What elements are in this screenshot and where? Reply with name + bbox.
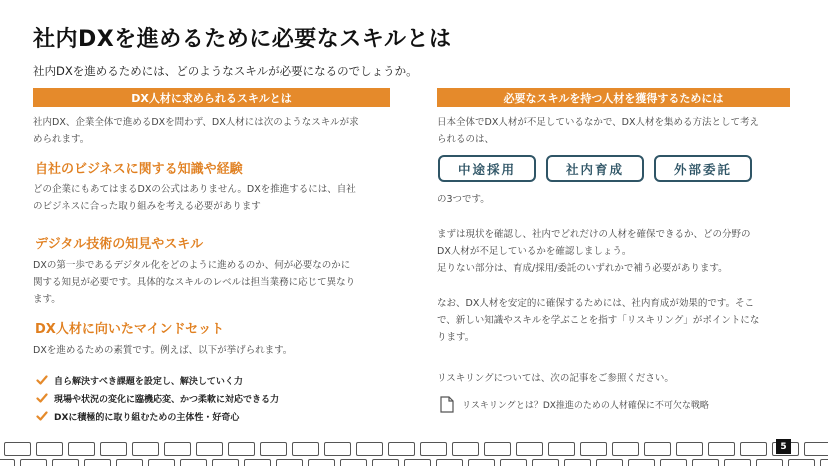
right-intro-line: 日本全体でDX人材が不足しているなかで、DX人材を集める方法として考え: [437, 117, 759, 128]
text-line: ます。: [33, 294, 61, 305]
footer-cell: [660, 459, 687, 466]
footer-cell: [404, 459, 431, 466]
checklist-item: [36, 407, 279, 425]
business-knowledge-text: [33, 181, 356, 215]
after-buttons-text: の3つです。: [437, 194, 490, 205]
footer-cell: [820, 459, 828, 466]
footer-cell: [276, 459, 303, 466]
footer-cell: [644, 442, 671, 456]
internal-training-button[interactable]: 社内育成: [546, 155, 644, 182]
footer-cell: [116, 459, 143, 466]
footer-cell: [180, 459, 207, 466]
footer-cell: [372, 459, 399, 466]
footer-cell: [756, 459, 783, 466]
checklist-item-label: DXに積極的に取り組むための主体性・好奇心: [54, 412, 240, 423]
footer-cell: [260, 442, 287, 456]
footer-cell: [100, 442, 127, 456]
right-section-bar: 必要なスキルを持つ人材を獲得するためには: [437, 88, 790, 107]
footer-cell: [0, 459, 15, 466]
checklist-item: [36, 389, 279, 407]
page-title: 社内DXを進めるために必要なスキルとは: [33, 27, 452, 52]
checklist-item-label: 自ら解決すべき課題を設定し、解決していく力: [54, 376, 243, 387]
right-intro-line: られるのは、: [437, 134, 495, 145]
footer-cell: [676, 442, 703, 456]
footer-cell: [340, 459, 367, 466]
checkmark-icon: [36, 410, 48, 422]
heading-mindset: DX人材に向いたマインドセット: [35, 322, 225, 337]
left-intro-line: められます。: [33, 134, 90, 145]
right-intro: [437, 114, 759, 148]
article-link[interactable]: [440, 396, 709, 413]
footer-cell: [788, 459, 815, 466]
footer-cell: [532, 459, 559, 466]
right-para3: リスキリングについては、次の記事をご参照ください。: [437, 373, 674, 384]
heading-digital-skills: デジタル技術の知見やスキル: [35, 237, 204, 252]
footer-cell: [68, 442, 95, 456]
text-line: なお、DX人材を安定的に確保するためには、社内育成が効果的です。そこ: [437, 298, 755, 309]
footer-cell: [708, 442, 735, 456]
footer-cell: [356, 442, 383, 456]
footer-cell: [36, 442, 63, 456]
article-link-text[interactable]: リスキリングとは？DX推進のための人材確保に不可欠な戦略: [462, 401, 709, 411]
text-line: どの企業にもあてはまるDXの公式はありません。DXを推進するには、自社: [33, 184, 356, 195]
footer-cell: [452, 442, 479, 456]
footer-cell: [132, 442, 159, 456]
text-line: 関する知見が必要です。具体的なスキルのレベルは担当業務に応じて異なり: [33, 277, 356, 288]
footer-cell: [740, 442, 767, 456]
outsourcing-button[interactable]: 外部委託: [654, 155, 752, 182]
footer-cell: [580, 442, 607, 456]
mid-career-hiring-button[interactable]: 中途採用: [438, 155, 536, 182]
footer-cell: [516, 442, 543, 456]
footer-cell: [324, 442, 351, 456]
footer-cell: [612, 442, 639, 456]
text-line: のビジネスに合った取り組みを考える必要があります: [33, 201, 261, 212]
page-subtitle: 社内DXを進めるためには、どのようなスキルが必要になるのでしょうか。: [33, 64, 418, 78]
text-line: まずは現状を確認し、社内でどれだけの人材を確保できるか、どの分野の: [437, 229, 751, 240]
footer-cell: [4, 442, 31, 456]
text-line: DXを進めるための素質です。例えば、以下が挙げられます。: [33, 345, 293, 356]
digital-skills-text: [33, 257, 355, 308]
text-line: 足りない部分は、育成/採用/委託のいずれかで補う必要があります。: [437, 263, 728, 274]
footer-cell: [388, 442, 415, 456]
footer-cell: [436, 459, 463, 466]
document-icon: [440, 396, 454, 413]
footer-cell: [228, 442, 255, 456]
checkmark-icon: [36, 392, 48, 404]
footer-cell: [548, 442, 575, 456]
footer-cell: [164, 442, 191, 456]
mindset-text: [33, 342, 292, 359]
footer-decoration: [0, 440, 828, 466]
footer-cell: [628, 459, 655, 466]
footer-cell: [484, 442, 511, 456]
footer-cell: [564, 459, 591, 466]
text-line: で、新しい知識やスキルを学ぶことを指す「リスキリング」がポイントにな: [437, 315, 760, 326]
mindset-checklist: [36, 371, 279, 425]
footer-cell: [468, 459, 495, 466]
right-para1: [437, 226, 751, 277]
footer-cell: [500, 459, 527, 466]
footer-cell: [20, 459, 47, 466]
left-intro-line: 社内DX、企業全体で進めるDXを問わず、DX人材には次のようなスキルが求: [33, 117, 359, 128]
footer-cell: [308, 459, 335, 466]
footer-cell: [84, 459, 111, 466]
checklist-item-label: 現場や状況の変化に臨機応変、かつ柔軟に対応できる力: [54, 394, 280, 405]
text-line: ります。: [437, 332, 475, 343]
text-line: DX人材が不足しているかを確認しましょう。: [437, 246, 632, 257]
footer-cell: [52, 459, 79, 466]
footer-cell: [692, 459, 719, 466]
footer-cell: [596, 459, 623, 466]
text-line: DXの第一歩であるデジタル化をどのように進めるのか、何が必要なのかに: [33, 260, 351, 271]
footer-cell: [148, 459, 175, 466]
acquisition-methods: [438, 155, 752, 182]
checklist-item: [36, 371, 279, 389]
footer-cell: [292, 442, 319, 456]
heading-business-knowledge: 自社のビジネスに関する知識や経験: [35, 162, 243, 177]
checkmark-icon: [36, 374, 48, 386]
footer-cell: [724, 459, 751, 466]
footer-cell: [196, 442, 223, 456]
left-intro: [33, 114, 359, 148]
right-para2: [437, 295, 759, 346]
page-number: 5: [776, 439, 791, 454]
footer-cell: [212, 459, 239, 466]
footer-cell: [244, 459, 271, 466]
left-section-bar: DX人材に求められるスキルとは: [33, 88, 390, 107]
footer-cell: [420, 442, 447, 456]
footer-cell: [804, 442, 828, 456]
